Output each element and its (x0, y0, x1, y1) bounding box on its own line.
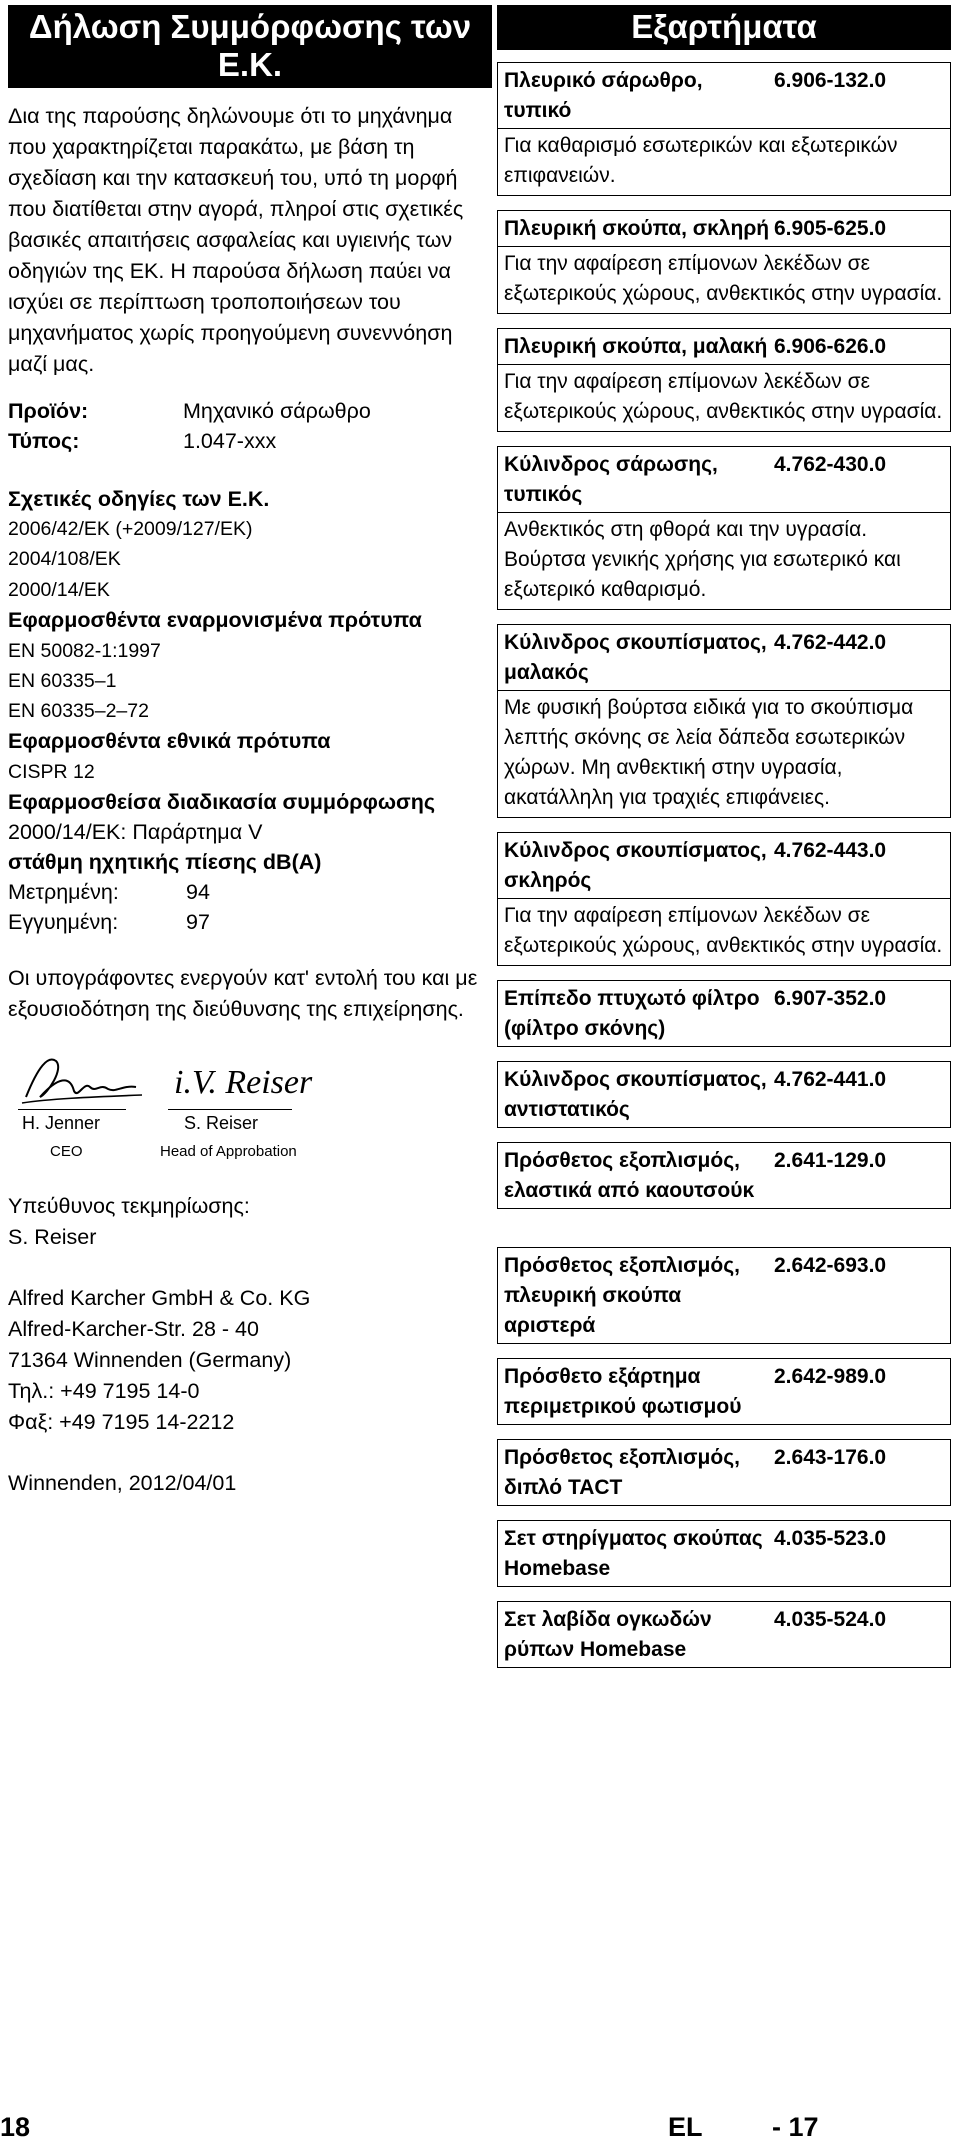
guaranteed-label: Εγγυημένη: (8, 910, 119, 935)
address-line: Alfred-Karcher-Str. 28 - 40 (8, 1317, 259, 1342)
accessory-number: 4.762-442.0 (774, 631, 887, 654)
national-item: CISPR 12 (8, 760, 95, 783)
accessory-description: Για την αφαίρεση επίμονων λεκέδων σε εξωτερικούς χώρους, ανθεκτικός στην υγρασία. (498, 246, 950, 313)
signature-line (168, 1109, 292, 1110)
accessory-item (497, 624, 951, 818)
accessory-item (497, 62, 951, 196)
accessory-item (497, 328, 951, 432)
accessory-number: 6.905-625.0 (774, 217, 887, 240)
accessory-description: Για την αφαίρεση επίμονων λεκέδων σε εξωτερικούς χώρους, ανθεκτικός στην υγρασία. (498, 364, 950, 431)
language-code: EL (668, 2112, 703, 2142)
accessory-number: 2.643-176.0 (774, 1446, 887, 1469)
procedure-heading: Εφαρμοσθείσα διαδικασία συμμόρφωσης (8, 789, 436, 814)
signer2-role: Head of Approbation (160, 1143, 297, 1161)
documentation-responsible (8, 1191, 492, 1253)
accessory-description: Για καθαρισμό εσωτερικών και εξωτερικών επιφανειών. (498, 128, 950, 195)
measured-label: Μετρημένη: (8, 880, 119, 905)
address-line: Τηλ.: +49 7195 14-0 (8, 1379, 200, 1404)
product-label: Προϊόν: (8, 399, 89, 423)
accessory-description: Για την αφαίρεση επίμονων λεκέδων σε εξωτερικούς χώρους, ανθεκτικός στην υγρασία. (498, 898, 950, 965)
accessory-number: 6.906-132.0 (774, 69, 887, 92)
page-number-right: - 17 (772, 2112, 819, 2142)
procedure-value: 2000/14/ΕΚ: Παράρτημα V (8, 820, 263, 845)
accessory-item (497, 1520, 951, 1587)
accessory-number: 2.642-693.0 (774, 1254, 887, 1277)
accessories-column (497, 5, 951, 1668)
date-place: Winnenden, 2012/04/01 (8, 1471, 237, 1496)
signer1-role: CEO (50, 1143, 83, 1161)
directive-item: 2000/14/ΕΚ (8, 578, 110, 601)
accessory-number: 6.907-352.0 (774, 987, 887, 1010)
accessory-name: Σετ λαβίδα ογκωδών ρύπων Homebase (504, 1608, 712, 1661)
accessory-name: Πρόσθετο εξάρτημα περιμετρικού φωτισμού (504, 1365, 742, 1418)
accessory-description: Ανθεκτικός στη φθορά και την υγρασία. Βούρτσα γενικής χρήσης για εσωτερικό και εξωτερικό καθαρισμό. (498, 512, 950, 609)
accessory-number: 2.641-129.0 (774, 1149, 887, 1172)
national-heading: Εφαρμοσθέντα εθνικά πρότυπα (8, 729, 331, 754)
sound-values (8, 877, 492, 937)
sound-heading: στάθμη ηχητικής πίεσης dB(A) (8, 850, 322, 875)
directives-heading: Σχετικές οδηγίες των Ε.Κ. (8, 487, 270, 511)
accessory-name: Κύλινδρος σκουπίσματος, μαλακός (504, 631, 767, 684)
signatures (8, 1047, 492, 1177)
accessory-number: 6.906-626.0 (774, 335, 887, 358)
signer2-name: S. Reiser (184, 1113, 259, 1134)
signatories-text: Οι υπογράφοντες ενεργούν κατ' εντολή του και με εξουσιοδότηση της διεύθυνσης της επιχείρησης. (8, 966, 478, 1022)
harmonised-item: EN 50082-1:1997 (8, 639, 161, 662)
measured-value: 94 (186, 880, 210, 905)
accessories-title: Εξαρτήματα (497, 5, 951, 50)
signature-reiser (168, 1049, 318, 1109)
signer1-name: H. Jenner (22, 1113, 101, 1134)
accessory-number: 4.762-441.0 (774, 1068, 887, 1091)
accessory-name: Πλευρική σκούπα, σκληρή (504, 217, 770, 240)
accessory-number: 4.035-523.0 (774, 1527, 887, 1550)
accessory-item (497, 210, 951, 314)
accessory-item (497, 1142, 951, 1209)
accessory-name: Κύλινδρος σκουπίσματος, αντιστατικός (504, 1068, 767, 1121)
signer2-handwriting: i.V. Reiser (174, 1064, 313, 1102)
accessory-name: Πλευρική σκούπα, μαλακή (504, 335, 768, 358)
conformity-title: Δήλωση Συμμόρφωσης των Ε.Κ. (8, 5, 492, 88)
accessory-name: Πρόσθετος εξοπλισμός, ελαστικά από καουτσούκ (504, 1149, 755, 1202)
conformity-column (8, 5, 492, 1499)
guaranteed-value: 97 (186, 910, 210, 935)
type-value: 1.047-xxx (183, 429, 277, 453)
address-line: Alfred Karcher GmbH & Co. KG (8, 1286, 311, 1311)
accessory-item (497, 832, 951, 966)
harmonised-item: EN 60335–1 (8, 670, 117, 693)
accessory-name: Κύλινδρος σάρωσης, τυπικός (504, 453, 718, 506)
harmonised-item: EN 60335–2–72 (8, 700, 149, 723)
conformity-intro: Δια της παρούσης δηλώνουμε ότι το μηχάνημα που χαρακτηρίζεται παρακάτω, με βάση τη σχεδίαση και την κατασκευή του, υπό τη μορφή που διατίθεται στην αγορά, πληροί στις σχετικές βασικές απαιτήσεις ασφαλείας και υγιεινής των οδηγιών της ΕΚ. Η παρούσα δήλωση παύει να ισχύει σε περίπτωση τροποποιήσεων του μηχανήματος χωρίς προηγούμενη συνεννόηση μαζί μας. (8, 104, 464, 376)
accessory-name: Πρόσθετος εξοπλισμός, πλευρική σκούπα αριστερά (504, 1254, 740, 1337)
accessory-item (497, 1601, 951, 1668)
product-info (8, 396, 492, 456)
signature-jenner (18, 1047, 148, 1109)
directive-item: 2006/42/ΕΚ (+2009/127/ΕΚ) (8, 518, 253, 541)
accessory-name: Κύλινδρος σκουπίσματος, σκληρός (504, 839, 767, 892)
directives-block (8, 484, 492, 937)
product-value: Μηχανικό σάρωθρο (183, 399, 371, 423)
page-number-left: 18 (0, 2112, 31, 2142)
accessory-number: 4.762-443.0 (774, 839, 887, 862)
accessory-item (497, 1061, 951, 1128)
accessory-item (497, 980, 951, 1047)
accessory-name: Επίπεδο πτυχωτό φίλτρο (φίλτρο σκόνης) (504, 987, 760, 1040)
address-line: 71364 Winnenden (Germany) (8, 1348, 292, 1373)
harmonised-heading: Εφαρμοσθέντα εναρμονισμένα πρότυπα (8, 607, 422, 632)
signature-line (18, 1109, 126, 1110)
accessory-number: 4.035-524.0 (774, 1608, 887, 1631)
accessory-item (497, 1439, 951, 1506)
accessory-description: Με φυσική βούρτσα ειδικά για το σκούπισμα λεπτής σκόνης σε λεία δάπεδα εσωτερικών χώρων. Μη ανθεκτική στην υγρασία, ακατάλληλη για τραχιές επιφάνειες. (498, 690, 950, 817)
accessory-item (497, 1358, 951, 1425)
accessory-item (497, 446, 951, 610)
accessory-item (497, 1247, 951, 1344)
accessory-number: 4.762-430.0 (774, 453, 887, 476)
directive-item: 2004/108/ΕΚ (8, 548, 121, 571)
type-label: Τύπος: (8, 429, 80, 453)
address-line: Φαξ: +49 7195 14-2212 (8, 1410, 235, 1435)
accessory-name: Πλευρικό σάρωθρο, τυπικό (504, 69, 703, 122)
accessory-name: Πρόσθετος εξοπλισμός, διπλό TACT (504, 1446, 740, 1499)
company-address (8, 1283, 492, 1438)
documentation-label: Υπεύθυνος τεκμηρίωσης: (8, 1194, 250, 1219)
accessory-number: 2.642-989.0 (774, 1365, 887, 1388)
documentation-name: S. Reiser (8, 1225, 97, 1250)
accessory-name: Σετ στηρίγματος σκούπας Homebase (504, 1527, 763, 1580)
